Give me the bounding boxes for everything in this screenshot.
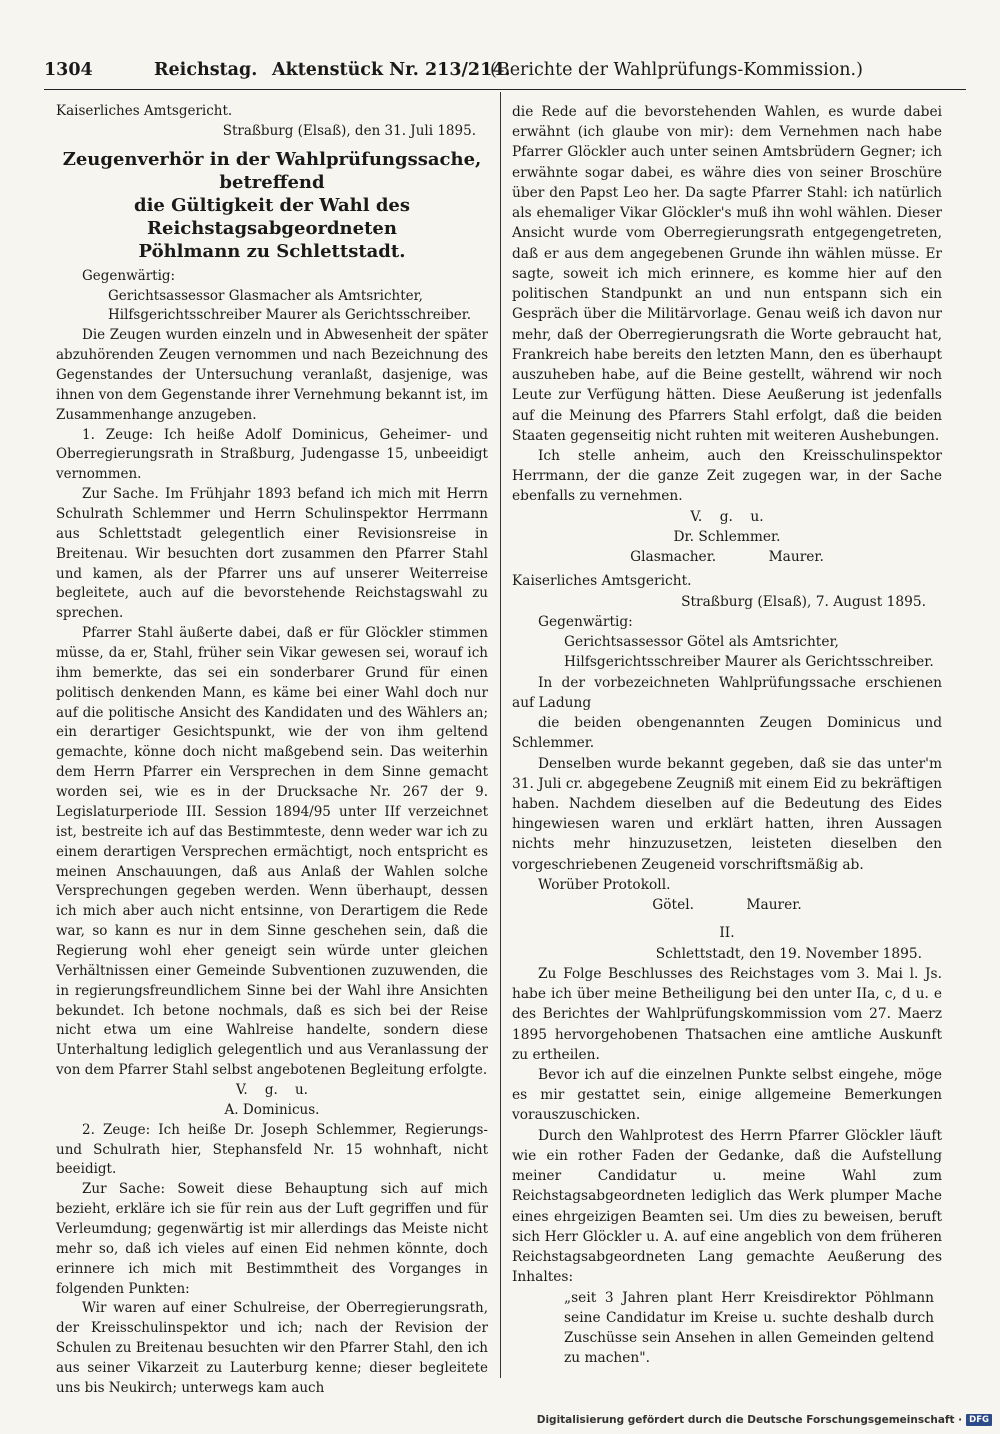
header-aktenstueck: Aktenstück Nr. 213/214.	[272, 60, 511, 80]
paragraph: Worüber Protokoll.	[538, 876, 671, 893]
paragraph: In der vorbezeichneten Wahlprüfungssache erschienen auf Ladung	[512, 674, 942, 711]
paragraph: Denselben wurde bekannt gegeben, daß sie das unter'm 31. Juli cr. abgegebene Zeugniß mit einem Eid zu bekräftigen haben. Nachdem dieselben auf die Bedeutung des Eides hingewiesen waren und erklärt hatten, ihren Aussagen nichts mehr hinzuzusetzen, leisteten dieselben den vorgeschriebenen Zeugeneid vorschriftsmäßig ab.	[512, 755, 942, 873]
place-date: Straßburg (Elsaß), den 31. Juli 1895.	[222, 122, 476, 139]
vgu-mark: V. g. u.	[690, 508, 764, 525]
paragraph: 2. Zeuge: Ich heiße Dr. Joseph Schlemmer, Regierungs- und Schulrath hier, Stephansfeld Nr. 15 wohnhaft, nicht beeidigt.	[56, 1121, 488, 1178]
present-clerk: Hilfsgerichtsschreiber Maurer als Gerichtsschreiber.	[108, 307, 471, 324]
present-judge: Gerichtsassessor Götel als Amtsrichter,	[564, 634, 839, 651]
paragraph: Zur Sache: Soweit diese Behauptung sich auf mich bezieht, erkläre ich sie für rein aus der Luft gegriffen und für Verleumdung; gegenwärtig ist mir allerdings das Meiste nicht mehr so, daß ich vieles auf einen Eid nehmen könnte, doch erinnere ich mich mit Bestimmtheit des Vorganges in folgenden Punkten:	[56, 1181, 488, 1297]
paragraph: Zur Sache. Im Frühjahr 1893 befand ich mich mit Herrn Schulrath Schlemmer und Herrn Schulinspektor Herrmann aus Schlettstadt gelegentlich einer Revisionsreise in Breitenau. Wir besuchten dort zusammen den Pfarrer Stahl und kamen, als der Pfarrer uns auf unserer Weiterreise begleitete, auch auf die bevorstehende Reichstagswahl zu sprechen.	[56, 486, 488, 622]
present-label: Gegenwärtig:	[538, 613, 633, 630]
paragraph: Zu Folge Beschlusses des Reichstages vom 3. Mai l. Js. habe ich über meine Betheiligung bei den unter IIa, c, d u. e des Berichtes der Wahlprüfungskommission vom 27. Maerz 1895 hervorgehobenen Thatsachen eine amtliche Auskunft zu ertheilen.	[512, 965, 942, 1063]
present-judge: Gerichtsassessor Glasmacher als Amtsrichter,	[108, 287, 423, 304]
court-name: Kaiserliches Amtsgericht.	[512, 573, 692, 590]
column-divider	[500, 92, 501, 1378]
signature: Glasmacher. Maurer.	[630, 549, 824, 566]
place-date: Straßburg (Elsaß), 7. August 1895.	[681, 593, 926, 610]
signature: Dr. Schlemmer.	[673, 528, 781, 545]
header-berichte: (Berichte der Wahlprüfungs-Kommission.)	[490, 60, 863, 80]
quotation: „seit 3 Jahren plant Herr Kreisdirektor Pöhlmann seine Candidatur im Kreise u. suchte deshalb durch Zuschüsse sein Ansehen in allen Gemeinden geltend zu machen".	[564, 1289, 934, 1367]
present-clerk: Hilfsgerichtsschreiber Maurer als Gerichtsschreiber.	[564, 654, 934, 671]
vgu-mark: V. g. u.	[236, 1081, 308, 1098]
paragraph: 1. Zeuge: Ich heiße Adolf Dominicus, Geheimer- und Oberregierungsrath in Straßburg, Judengasse 15, unbeeidigt vernommen.	[56, 426, 488, 483]
paragraph: Bevor ich auf die einzelnen Punkte selbst eingehe, möge es mir gestattet sein, einige allgemeine Bemerkungen vorauszuschicken.	[512, 1067, 942, 1124]
header-reichstag: Reichstag.	[154, 60, 258, 80]
paragraph: Die Zeugen wurden einzeln und in Abwesenheit der später abzuhörenden Zeugen vernommen und nach Bezeichnung des Gegenstandes der Untersuchung veranlaßt, dasjenige, was ihnen von dem Gegenstande ihrer Vernehmung bekannt ist, im Zusammenhange anzugeben.	[56, 327, 488, 423]
footer-credit	[537, 1414, 992, 1426]
paragraph: die Rede auf die bevorstehenden Wahlen, es wurde dabei erwähnt (ich glaube von mir): dem Vernehmen nach habe Pfarrer Glöckler auch unter seinen Amtsbrüdern Gegner; ich erwähnte sogar dabei, es währe dies von seiner Broschüre über den Papst Leo her. Da sagte Pfarrer Stahl: ich natürlich als ehemaliger Vikar Glöckler's muß ihn wohl wählen. Dieser Ansicht wurde vom Oberregierungsrath entgegengetreten, daß er aus dem angegebenen Grunde ihn wählen müsse. Er sagte, soweit ich mich erinnere, es komme hier auf den politischen Standpunkt an und nun entspann sich ein Gespräch über die Militärvorlage. Genau weiß ich davon nur mehr, daß der Oberregierungsrath die Worte gebraucht hat, Frankreich habe bereits den letzten Mann, den es überhaupt auszuheben habe, auf die Beine gestellt, während wir noch Leute zur Verfügung hätten. Diese Aeußerung ist jedenfalls auf die Meinung des Pfarrers Stahl erfolgt, daß die beiden Staaten gegenseitig nicht ruhten mit weiteren Aushebungen.	[512, 104, 942, 444]
page-number: 1304	[44, 60, 93, 80]
header-rule	[44, 89, 966, 90]
dfg-logo-icon: DFG	[966, 1414, 992, 1426]
title-line-3: Pöhlmann zu Schlettstadt.	[138, 240, 406, 262]
present-label: Gegenwärtig:	[82, 267, 176, 284]
section-number: II.	[719, 925, 735, 942]
page-header	[44, 60, 964, 86]
signature: Götel. Maurer.	[652, 897, 802, 914]
paragraph: Ich stelle anheim, auch den Kreisschulinspektor Herrmann, der die ganze Zeit zugegen war, in der Sache ebenfalls zu vernehmen.	[512, 447, 942, 505]
title-line-1: Zeugenverhör in der Wahlprüfungssache, betreffend	[62, 148, 482, 193]
document-title	[56, 148, 488, 263]
footer-text: Digitalisierung gefördert durch die Deutsche Forschungsgemeinschaft ·	[536, 1414, 963, 1426]
left-column	[56, 102, 488, 1399]
signature: A. Dominicus.	[224, 1101, 320, 1118]
paragraph: Durch den Wahlprotest des Herrn Pfarrer Glöckler läuft wie ein rother Faden der Gedanke, daß die Aufstellung meiner Candidatur u. meine Wahl zum Reichstagsabgeordneten lediglich das Werk plumper Mache eines ehrgeizigen Beamten sei. Um dies zu beweisen, beruft sich Herr Glöckler u. A. auf eine angeblich von dem früheren Reichstagsabgeordneten Lang gemachte Aeußerung des Inhaltes:	[512, 1127, 942, 1286]
paragraph: Wir waren auf einer Schulreise, der Oberregierungsrath, der Kreisschulinspektor und ich; nach der Revision der Schulen zu Breitenau besuchten wir den Pfarrer Stahl, den ich aus seiner Vikarzeit zu Lauterburg kenne; dieser begleitete uns bis Neukirch; unterwegs kam auch	[56, 1300, 488, 1396]
title-line-2: die Gültigkeit der Wahl des Reichstagsabgeordneten	[134, 194, 410, 239]
place-date: Schlettstadt, den 19. November 1895.	[655, 945, 922, 962]
paragraph: die beiden obengenannten Zeugen Dominicus und Schlemmer.	[512, 715, 942, 752]
court-name: Kaiserliches Amtsgericht.	[56, 103, 233, 119]
paragraph: Pfarrer Stahl äußerte dabei, daß er für Glöckler stimmen müsse, da er, Stahl, früher sein Vikar gewesen sei, worauf ich ihm bemerkte, das sei ein sonderbarer Grund für einen politisch denkenden Mann, es käme bei einer Wahl doch nur auf die politische Ansicht des Kandidaten und des Wählers an; ein derartiger Gesichtspunkt, wie der von ihm geltend gemachte, könne doch nicht maßgebend sein. Das weiterhin dem Herrn Pfarrer ein Versprechen in dem Sinne gemacht worden sei, wie es in der Drucksache Nr. 267 der 9. Legislaturperiode III. Session 1894/95 unter IIf verzeichnet ist, bestreite ich auf das Bestimmteste, denn weder war ich zu einem derartigen Versprechen ermächtigt, noch entspricht es meinen Anschauungen, daß aus Anlaß der Wahlen solche Versprechungen gegeben werden. Wenn überhaupt, dessen ich mich aber auch nicht entsinne, von Derartigem die Rede war, so kann es nur in dem Sinne geschehen sein, daß die Regierung wohl eher geneigt sein würde unter gleichen Verhältnissen einer Gemeinde Subventionen zuzuwenden, die in regierungsfreundlichem Sinne bei der Wahl ihre Ansichten bekundet. Ich betone nochmals, daß es sich bei der Reise nicht etwa um eine Wahlreise handelte, sondern diese Unterhaltung lediglich gelegentlich und aus Veranlassung der von dem Pfarrer Stahl selbst angebotenen Begleitung erfolgte.	[56, 625, 488, 1079]
right-column	[512, 102, 942, 1369]
